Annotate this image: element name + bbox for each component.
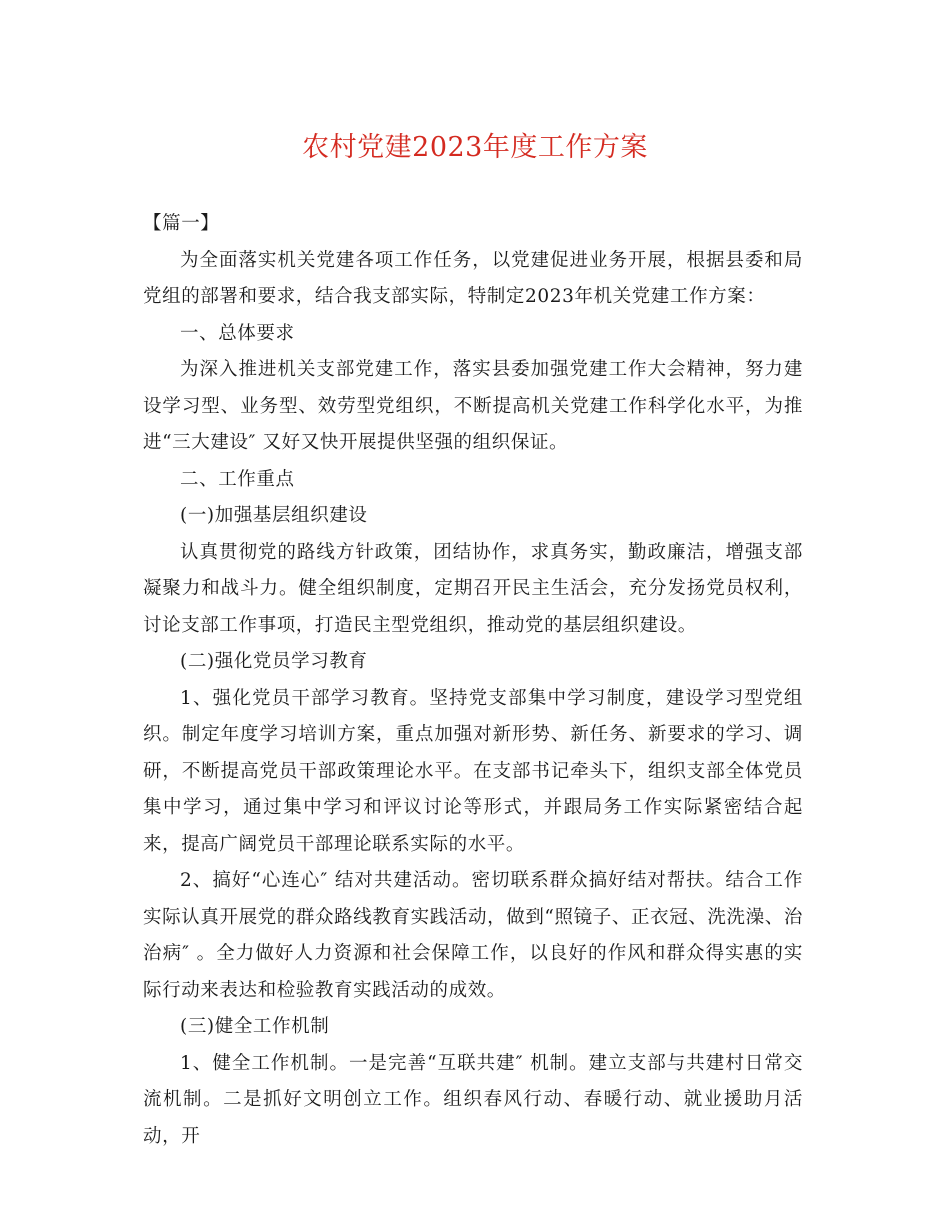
- paragraph: 为深入推进机关支部党建工作，落实县委加强党建工作大会精神，努力建设学习型、业务型、效劳型党组织，不断提高机关党建工作科学化水平，为推进“三大建设″ 又好又快开展提供坚强的组织保证。: [143, 359, 803, 453]
- document-body: [143, 206, 803, 1155]
- paragraph: 2、搞好“心连心″ 结对共建活动。密切联系群众搞好结对帮扶。结合工作实际认真开展党的群众路线教育实践活动，做到“照镜子、正衣冠、洗洗澡、治治病″ 。全力做好人力资源和社会保障工作，以良好的作风和群众得实惠的实际行动来表达和检验教育实践活动的成效。: [143, 870, 803, 1001]
- paragraph: 1、健全工作机制。一是完善“互联共建″ 机制。建立支部与共建村日常交流机制。二是抓好文明创立工作。组织春风行动、春暖行动、就业援助月活动，开: [143, 1052, 803, 1147]
- paragraph: 为全面落实机关党建各项工作任务，以党建促进业务开展，根据县委和局党组的部署和要求，结合我支部实际，特制定2023年机关党建工作方案：: [143, 249, 803, 307]
- section-heading: 二、工作重点: [180, 468, 295, 490]
- subsection-heading: (二)强化党员学习教育: [180, 651, 368, 672]
- subsection-heading: (三)健全工作机制: [180, 1016, 330, 1037]
- subsection-heading: (一)加强基层组织建设: [180, 505, 368, 526]
- section-heading: 一、总体要求: [180, 322, 295, 344]
- paragraph: 认真贯彻党的路线方针政策，团结协作，求真务实，勤政廉洁，增强支部凝聚力和战斗力。健全组织制度，定期召开民主生活会，充分发扬党员权利，讨论支部工作事项，打造民主型党组织，推动党的基层组织建设。: [143, 541, 803, 636]
- section-label: 【篇一】: [143, 213, 220, 234]
- paragraph: 1、强化党员干部学习教育。坚持党支部集中学习制度，建设学习型党组织。制定年度学习培训方案，重点加强对新形势、新任务、新要求的学习、调研，不断提高党员干部政策理论水平。在支部书记牵头下，组织支部全体党员集中学习，通过集中学习和评议讨论等形式，并跟局务工作实际紧密结合起来，提高广阔党员干部理论联系实际的水平。: [143, 687, 803, 855]
- document-title: 农村党建2023年度工作方案: [302, 132, 648, 163]
